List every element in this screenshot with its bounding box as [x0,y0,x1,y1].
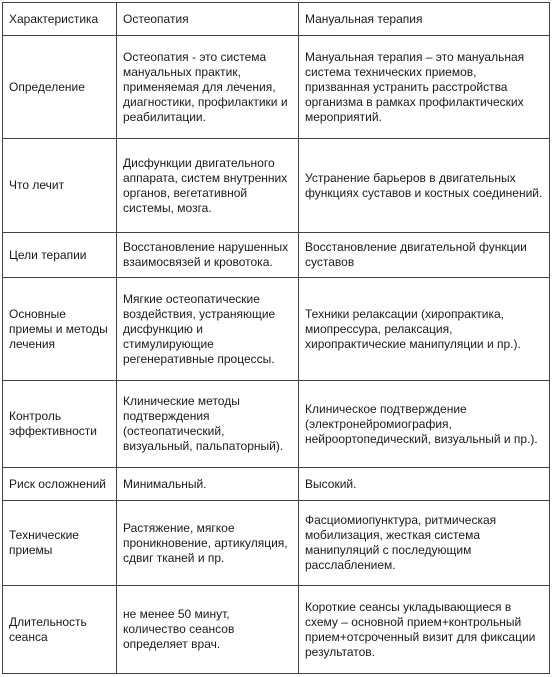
header-cell-characteristic: Характеристика [3,3,117,36]
header-row [3,3,550,36]
table-row [3,468,550,501]
table-row [3,586,550,674]
osteopathy-cell: Восстановление нарушенных взаимосвязей и кровотока. [117,233,299,278]
manual-therapy-cell: Устранение барьеров в двигательных функциях суставов и костных соединений. [299,139,550,233]
osteopathy-cell: Дисфункции двигательного аппарата, систем внутренних органов, вегетативной системы, мозга. [117,139,299,233]
table-row [3,233,550,278]
row-label: Технические приемы [3,501,117,586]
manual-therapy-cell: Мануальная терапия – это мануальная система технических приемов, призванная устранить расстройства организма в рамках профилактических мероприятий. [299,36,550,139]
table-row [3,278,550,381]
row-label: Риск осложнений [3,468,117,501]
table-row [3,139,550,233]
row-label: Цели терапии [3,233,117,278]
row-label: Контроль эффективности [3,381,117,468]
osteopathy-cell: не менее 50 минут, количество сеансов определяет врач. [117,586,299,674]
row-label: Определение [3,36,117,139]
row-label: Длительность сеанса [3,586,117,674]
manual-therapy-cell: Клиническое подтверждение (электронейромиография, нейроортопедический, визуальный и пр.). [299,381,550,468]
manual-therapy-cell: Восстановление двигательной функции суставов [299,233,550,278]
row-label: Основные приемы и методы лечения [3,278,117,381]
comparison-table [2,2,550,674]
header-cell-osteopathy: Остеопатия [117,3,299,36]
manual-therapy-cell: Высокий. [299,468,550,501]
osteopathy-cell: Растяжение, мягкое проникновение, артикуляция, сдвиг тканей и пр. [117,501,299,586]
manual-therapy-cell: Техники релаксации (хиропрактика, миопрессура, релаксация, хиропрактические манипуляции и пр.). [299,278,550,381]
osteopathy-cell: Мягкие остеопатические воздействия, устраняющие дисфункцию и стимулирующие регенеративные процессы. [117,278,299,381]
manual-therapy-cell: Короткие сеансы укладывающиеся в схему – основной прием+контрольный прием+отсроченный визит для фиксации результатов. [299,586,550,674]
manual-therapy-cell: Фасциомиопунктура, ритмическая мобилизация, жесткая система манипуляций с последующим расслаблением. [299,501,550,586]
table-row [3,501,550,586]
header-cell-manual-therapy: Мануальная терапия [299,3,550,36]
osteopathy-cell: Остеопатия - это система мануальных практик, применяемая для лечения, диагностики, профилактики и реабилитации. [117,36,299,139]
table-row [3,36,550,139]
osteopathy-cell: Минимальный. [117,468,299,501]
osteopathy-cell: Клинические методы подтверждения (остеопатический, визуальный, пальпаторный). [117,381,299,468]
table-row [3,381,550,468]
row-label: Что лечит [3,139,117,233]
